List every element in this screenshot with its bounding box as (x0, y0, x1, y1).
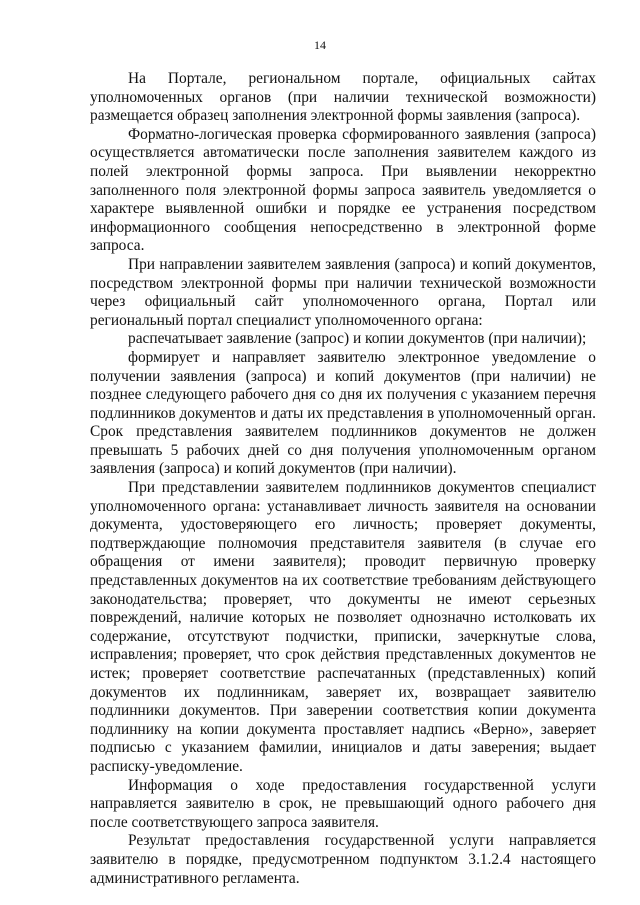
paragraph-result-delivery: Результат предоставления государственной услуги направляется заявителю в порядке, предусмотренном подпунктом 3.1.2.4 настоящего административного регламента. (90, 832, 596, 887)
paragraph-originals-check: При представлении заявителем подлинников документов специалист уполномоченного органа: устанавливает личность заявителя на основании документа, удостоверяющего его личность; проверяет документы, подтверждающие полномочия представителя заявителя (в случае его обращения от имени заявителя); проводит первичную проверку представленных документов на их соответствие требованиям действующего законодательства; проверяет, что документы не имеют серьезных повреждений, наличие которых не позволяет однозначно истолковать их содержание, отсутствуют подчистки, приписки, зачеркнутые слова, исправления; проверяет, что срок действия представленных документов не истек; проверяет соответствие распечатанных (представленных) копий документов их подлинникам, заверяет их, возвращает заявителю подлинники документов. При заверении соответствия копии документа подлиннику на копии документа проставляет надпись «Верно», заверяет подписью с указанием фамилии, инициалов и даты заверения; выдает расписку-уведомление. (90, 479, 596, 775)
paragraph-print-request: распечатывает заявление (запрос) и копии документов (при наличии); (128, 330, 587, 348)
paragraph-progress-info: Информация о ходе предоставления государственной услуги направляется заявителю в срок, не превышающий одного рабочего дня после соответствующего запроса заявителя. (90, 776, 596, 831)
document-body (90, 70, 596, 888)
paragraph-electronic-submission: При направлении заявителем заявления (запроса) и копий документов, посредством электронной формы при наличии технической возможности через официальный сайт уполномоченного органа, Портал или региональный портал специалист уполномоченного органа: (90, 255, 596, 329)
paragraph-portal-sample: На Порталe, региональном портале, официальных сайтах уполномоченных органов (при наличии технической возможности) размещается образец заполнения электронной формы заявления (запроса). (90, 70, 596, 125)
page-number: 14 (314, 38, 326, 52)
paragraph-format-check: Форматно-логическая проверка сформированного заявления (запроса) осуществляется автоматически после заполнения заявителем каждого из полей электронной формы запроса. При выявлении некорректно заполненного поля электронной формы запроса заявитель уведомляется о характере выявленной ошибки и порядке ее устранения посредством информационного сообщения непосредственно в электронной форме запроса. (90, 125, 596, 255)
paragraph-notification: формирует и направляет заявителю электронное уведомление о получении заявления (запроса) и копий документов (при наличии) не позднее следующего рабочего дня со дня их получения с указанием перечня подлинников документов и даты их представления в уполномоченный орган. Срок представления заявителем подлинников документов не должен превышать 5 рабочих дней со дня получения уполномоченным органом заявления (запроса) и копий документов (при наличии). (90, 348, 596, 478)
